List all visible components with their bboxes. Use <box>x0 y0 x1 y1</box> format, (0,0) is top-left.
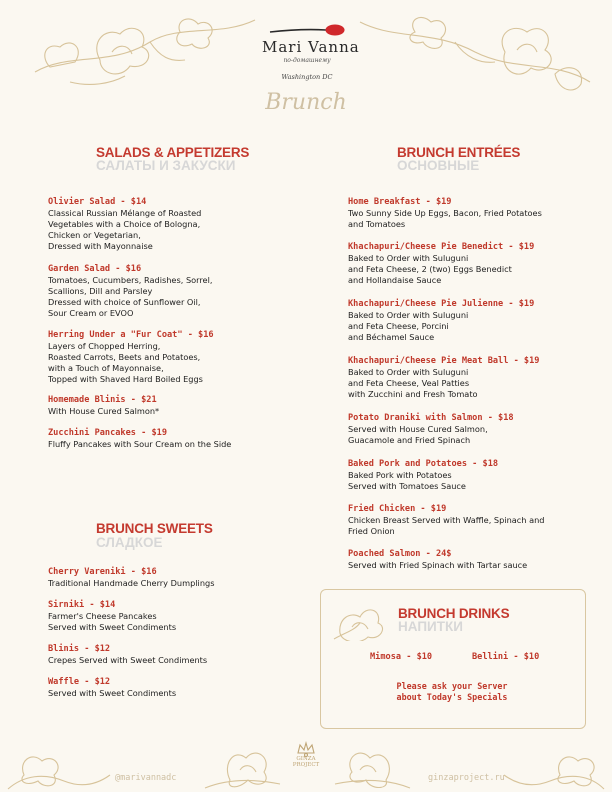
menu-item <box>48 600 176 633</box>
menu-item-name: Zucchini Pancakes - $19 <box>48 428 167 438</box>
menu-item-desc: Layers of Chopped Herring, Roasted Carrots, Beets and Potatoes, with a Touch of Mayonnaise, Topped with Shaved Hard Boiled Eggs <box>48 341 203 384</box>
spoon-logo-icon <box>268 24 348 38</box>
menu-item <box>48 567 214 589</box>
logo-wordmark: Mari Vanna <box>262 38 360 56</box>
logo-tagline: по-домашнему <box>283 57 331 64</box>
section-subtitle-entrees: ОСНОВНЫЕ <box>397 158 480 173</box>
section-subtitle-salads: САЛАТЫ И ЗАКУСКИ <box>96 158 236 173</box>
menu-item-desc: Two Sunny Side Up Eggs, Bacon, Fried Potatoes and Tomatoes <box>348 208 542 229</box>
menu-item-name: Sirniki - $14 <box>48 600 116 610</box>
menu-item <box>348 356 539 400</box>
menu-item-desc: Fluffy Pancakes with Sour Cream on the Side <box>48 439 232 449</box>
menu-item-name: Baked Pork and Potatoes - $18 <box>348 459 499 469</box>
floral-ornament-bottom-center-left-icon <box>200 740 285 790</box>
footer-website: ginzaproject.ru <box>428 773 505 783</box>
specials-note: Please ask your Server about Today's Specials <box>396 681 508 702</box>
menu-item-name: Home Breakfast - $19 <box>348 197 452 207</box>
menu-item <box>48 677 176 699</box>
menu-item <box>48 330 214 385</box>
floral-ornament-bottom-right-icon <box>500 745 608 791</box>
menu-item-name: Garden Salad - $16 <box>48 264 142 274</box>
ginza-crown-logo-icon <box>296 741 316 757</box>
menu-item <box>48 644 207 666</box>
menu-item-name: Herring Under a "Fur Coat" - $16 <box>48 330 214 340</box>
menu-item-name: Blinis - $12 <box>48 644 111 654</box>
menu-item <box>348 299 534 343</box>
menu-item-desc: With House Cured Salmon* <box>48 406 160 416</box>
menu-item-desc: Baked to Order with Suluguni and Feta Cheese, Veal Patties with Zucchini and Fresh Tomato <box>348 367 478 399</box>
menu-item <box>348 504 544 537</box>
section-subtitle-sweets: СЛАДКОЕ <box>96 535 163 550</box>
menu-title: Brunch <box>265 90 347 115</box>
menu-item-name: Potato Draniki with Salmon - $18 <box>348 413 514 423</box>
menu-item <box>348 549 527 571</box>
floral-ornament-drinks-icon <box>330 593 390 641</box>
menu-item <box>348 242 534 286</box>
floral-ornament-bottom-center-right-icon <box>330 740 415 790</box>
section-title-sweets: BRUNCH SWEETS <box>96 521 213 536</box>
menu-item-name: Khachapuri/Cheese Pie Julienne - $19 <box>348 299 535 309</box>
section-title-entrees: BRUNCH ENTRÉES <box>397 145 521 160</box>
section-title-salads: SALADS & APPETIZERS <box>96 145 250 160</box>
logo-city: Washington DC <box>281 73 333 81</box>
menu-item-desc: Classical Russian Mélange of Roasted Vegetables with a Choice of Bologna, Chicken or Vegetarian, Dressed with Mayonnaise <box>48 208 202 251</box>
menu-item <box>348 413 514 446</box>
floral-ornament-bottom-left-icon <box>4 745 114 791</box>
menu-item-desc: Served with Sweet Condiments <box>48 688 177 698</box>
menu-item-name: Waffle - $12 <box>48 677 111 687</box>
menu-item <box>348 459 498 492</box>
menu-item-desc: Chicken Breast Served with Waffle, Spinach and Fried Onion <box>348 515 545 536</box>
drink-item: Mimosa - $10 <box>370 652 433 662</box>
menu-item-name: Poached Salmon - 24$ <box>348 549 452 559</box>
floral-ornament-top-left-icon <box>30 12 260 97</box>
menu-item-desc: Crepes Served with Sweet Condiments <box>48 655 208 665</box>
drink-item: Bellini - $10 <box>472 652 540 662</box>
menu-item <box>348 197 542 230</box>
menu-item-desc: Baked Pork with Potatoes Served with Tomatoes Sauce <box>348 470 466 491</box>
menu-item <box>48 197 201 252</box>
menu-item-desc: Farmer's Cheese Pancakes Served with Sweet Condiments <box>48 611 177 632</box>
menu-item-desc: Tomatoes, Cucumbers, Radishes, Sorrel, Scallions, Dill and Parsley Dressed with choice of Sunflower Oil, Sour Cream or EVOO <box>48 275 213 318</box>
ginza-logo-text: GINZA PROJECT <box>292 756 320 768</box>
menu-item-desc: Served with Fried Spinach with Tartar sauce <box>348 560 528 570</box>
menu-item-name: Homemade Blinis - $21 <box>48 395 157 405</box>
menu-item-desc: Served with House Cured Salmon, Guacamole and Fried Spinach <box>348 424 488 445</box>
floral-ornament-top-right-icon <box>355 12 595 97</box>
footer-instagram: @marivannadc <box>115 773 177 783</box>
menu-item-desc: Baked to Order with Suluguni and Feta Cheese, Porcini and Béchamel Sauce <box>348 310 469 342</box>
section-title-drinks: BRUNCH DRINKS <box>398 606 510 621</box>
menu-item-name: Khachapuri/Cheese Pie Meat Ball - $19 <box>348 356 540 366</box>
menu-item <box>48 428 231 450</box>
menu-item-name: Cherry Vareniki - $16 <box>48 567 157 577</box>
menu-item <box>48 395 159 417</box>
menu-item <box>48 264 212 319</box>
section-subtitle-drinks: НАПИТКИ <box>398 619 463 634</box>
menu-item-name: Fried Chicken - $19 <box>348 504 447 514</box>
menu-item-name: Khachapuri/Cheese Pie Benedict - $19 <box>348 242 535 252</box>
menu-item-desc: Baked to Order with Suluguni and Feta Cheese, 2 (two) Eggs Benedict and Hollandaise Sauce <box>348 253 512 285</box>
menu-item-desc: Traditional Handmade Cherry Dumplings <box>48 578 215 588</box>
menu-item-name: Olivier Salad - $14 <box>48 197 147 207</box>
